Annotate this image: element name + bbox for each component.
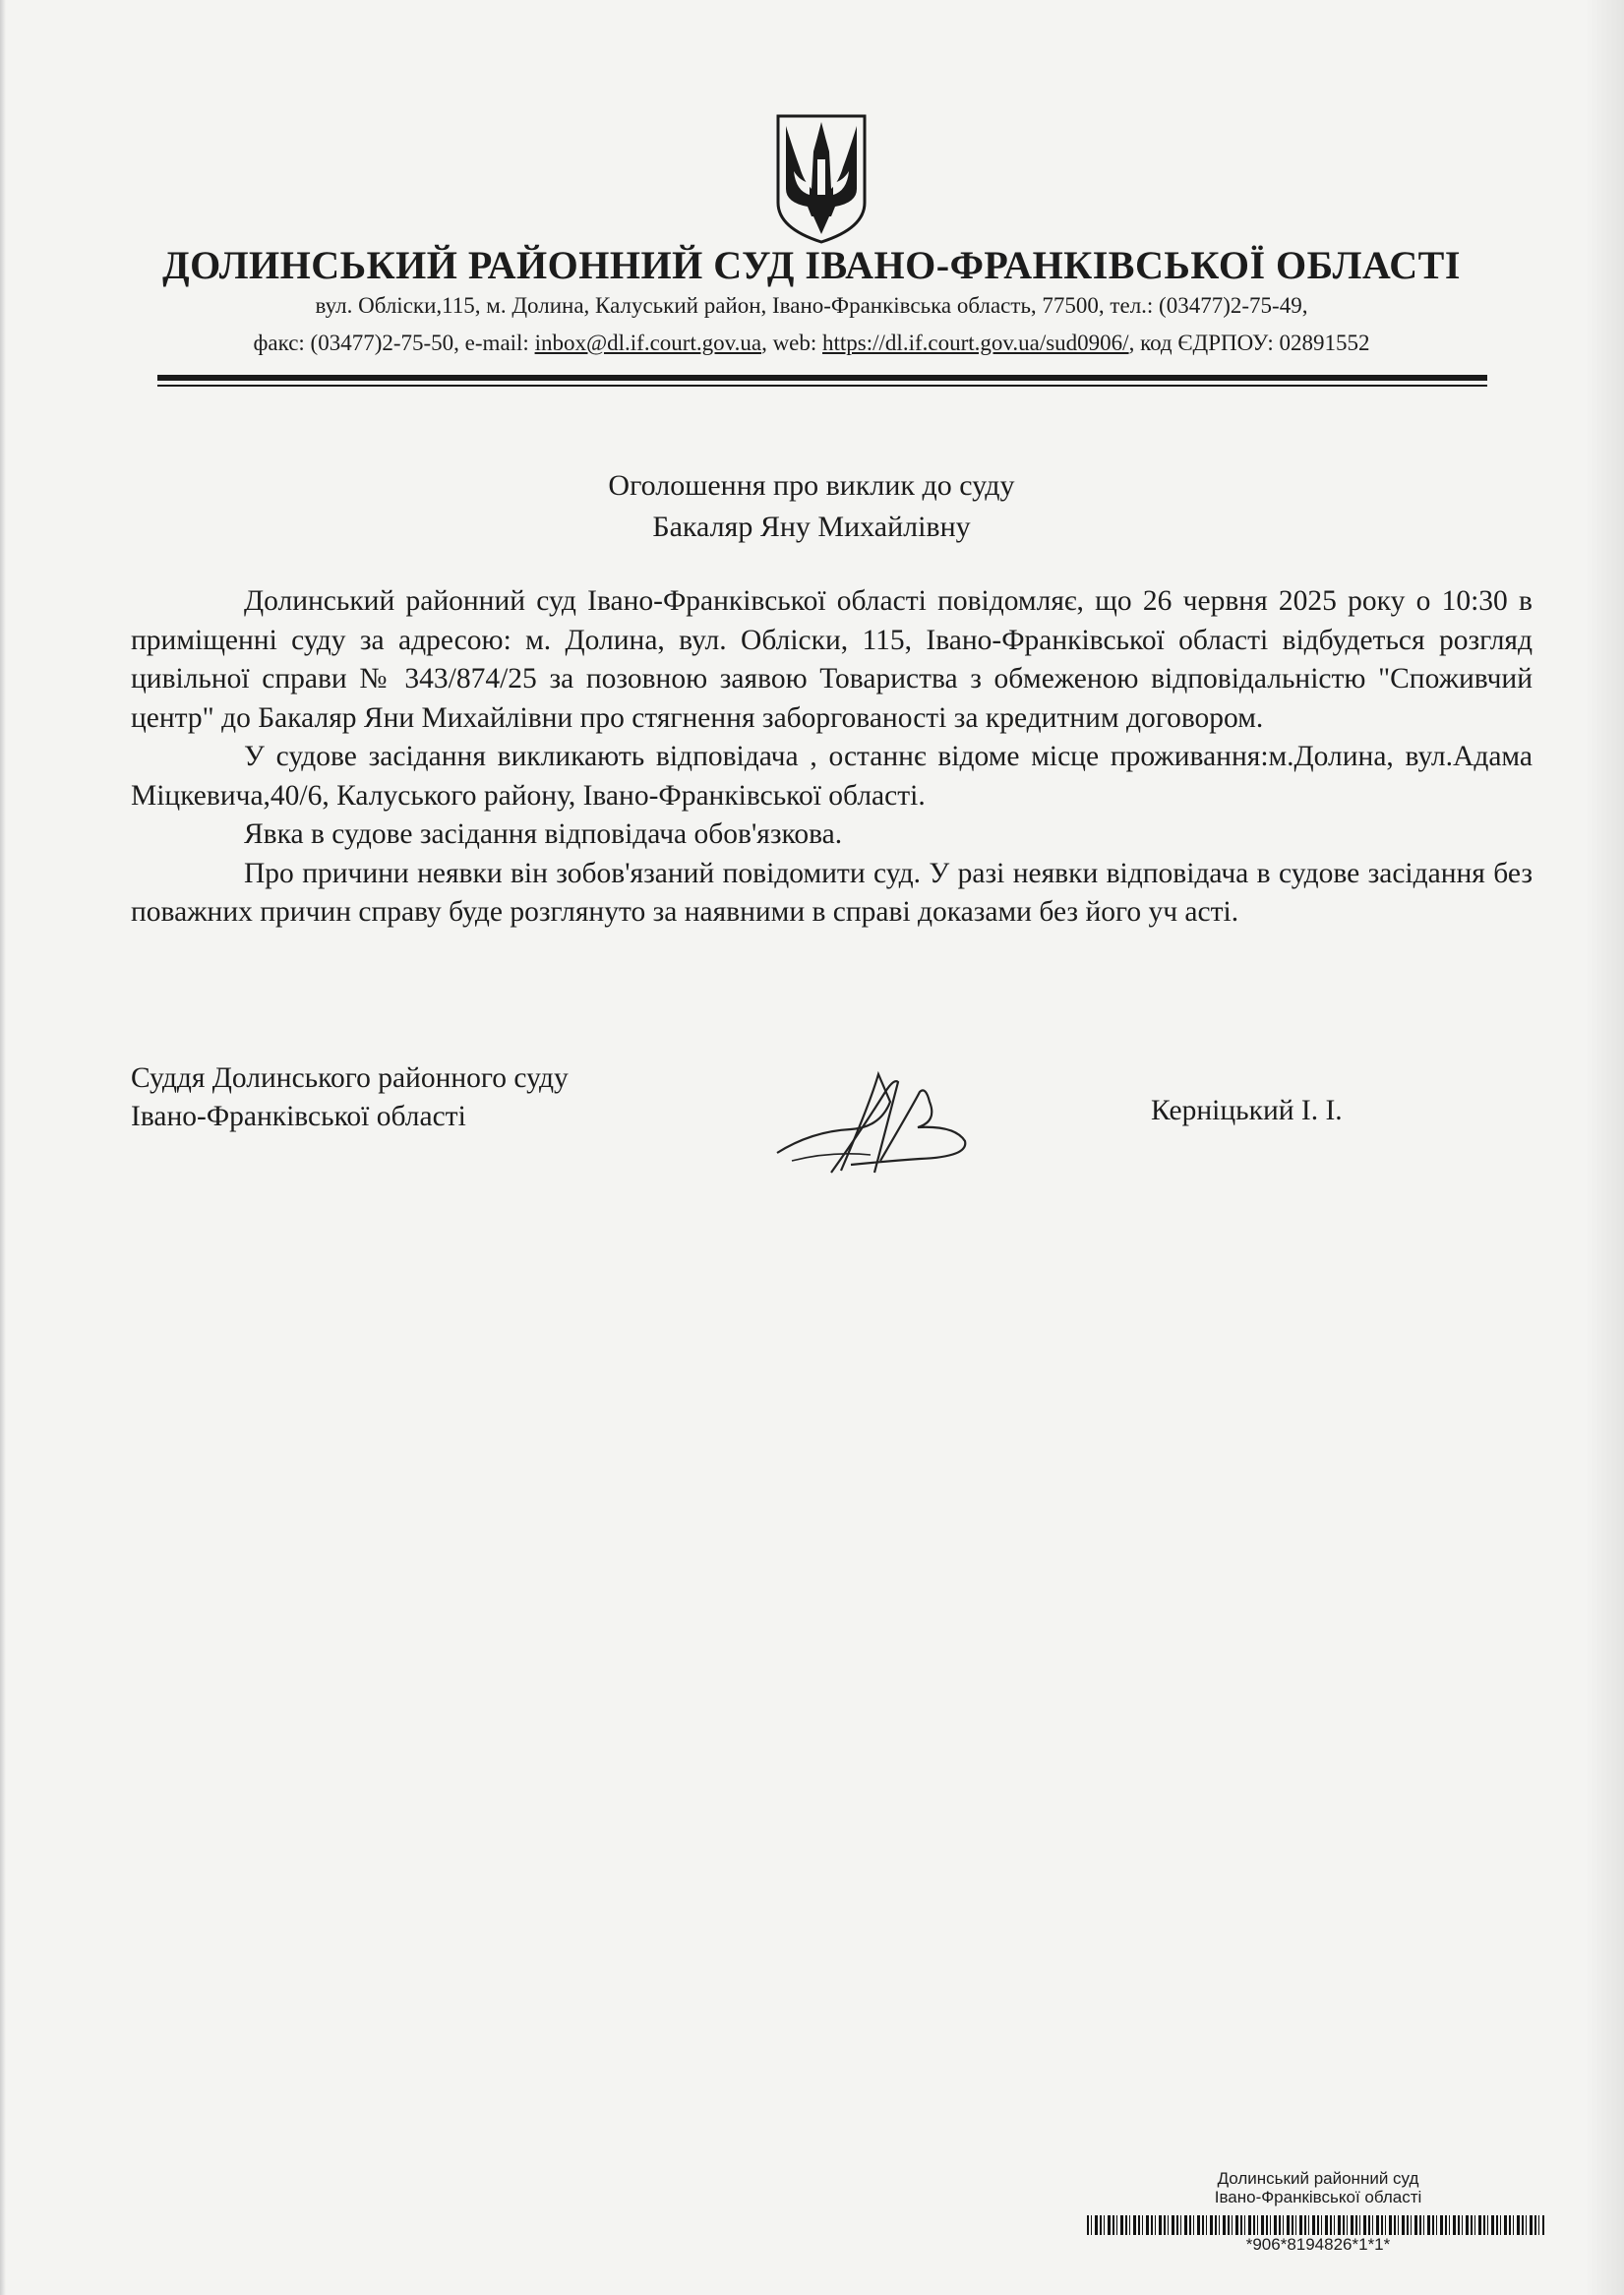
header-divider [157,375,1487,381]
announcement-body [131,582,1533,933]
website-link[interactable]: https://dl.if.court.gov.ua/sud0906/ [822,331,1129,355]
fax-label: факс: (03477)2-75-50, e-mail: [253,331,535,355]
stamp-region: Івано-Франківської області [1214,2188,1422,2206]
barcode [1087,2215,1544,2235]
paragraph-attendance: Явка в судове засідання відповідача обов'язкова. [244,818,843,850]
edrpou-code: , код ЄДРПОУ: 02891552 [1128,331,1370,355]
registry-stamp [1082,2169,1554,2206]
paragraph-absence: Про причини неявки він зобов'язаний повідомити суд. У разі неявки відповідача в судове засідання без поважних причин справу буде розглянуто за наявними в справі доказами без його уч асті. [131,857,1533,928]
paragraph-hearing: Долинський районний суд Івано-Франківської області повідомляє, що 26 червня 2025 року о 10:30 в приміщенні суду за адресою: м. Долина, вул. Обліски, 115, Івано-Франківської області відбудеться розгляд цивільної справи № 343/874/25 за позовною заявою Товариства з обмеженою відповідальністю "Споживчий центр" до Бакаляр Яни Михайлівни про стягнення заборгованості за кредитним договором. [131,585,1533,734]
trident-emblem-icon [774,112,869,246]
court-address: вул. Обліски,115, м. Долина, Калуський район, Івано-Франківська область, 77500, тел.: (03477)2-75-49, [315,293,1308,318]
barcode-number: *906*8194826*1*1* [1245,2235,1391,2254]
email-link[interactable]: inbox@dl.if.court.gov.ua [534,331,762,355]
scan-edge-left [0,0,6,2295]
stamp-court: Долинський районний суд [1217,2169,1419,2188]
judge-position [131,1059,569,1136]
court-name: ДОЛИНСЬКИЙ РАЙОННИЙ СУД ІВАНО-ФРАНКІВСЬКОЇ ОБЛАСТІ [162,243,1461,287]
judge-name: Керніцький І. І. [1151,1095,1343,1126]
judge-position-line2: Івано-Франківської області [131,1101,466,1132]
handwritten-signature-icon [772,1062,1008,1180]
web-label: , web: [761,331,823,355]
summoned-person: Бакаляр Яну Михайлівну [652,511,971,543]
judge-position-line1: Суддя Долинського районного суду [131,1062,569,1094]
announcement-title: Оголошення про виклик до суду [608,469,1015,502]
paragraph-summons: У судове засідання викликають відповідача , останнє відоме місце проживання:м.Долина, вул.Адама Міцкевича,40/6, Калуського району, Івано-Франківської області. [131,741,1533,812]
header-divider-thin [157,385,1487,387]
court-contacts [148,331,1475,356]
scan-edge-right [1585,0,1624,2295]
